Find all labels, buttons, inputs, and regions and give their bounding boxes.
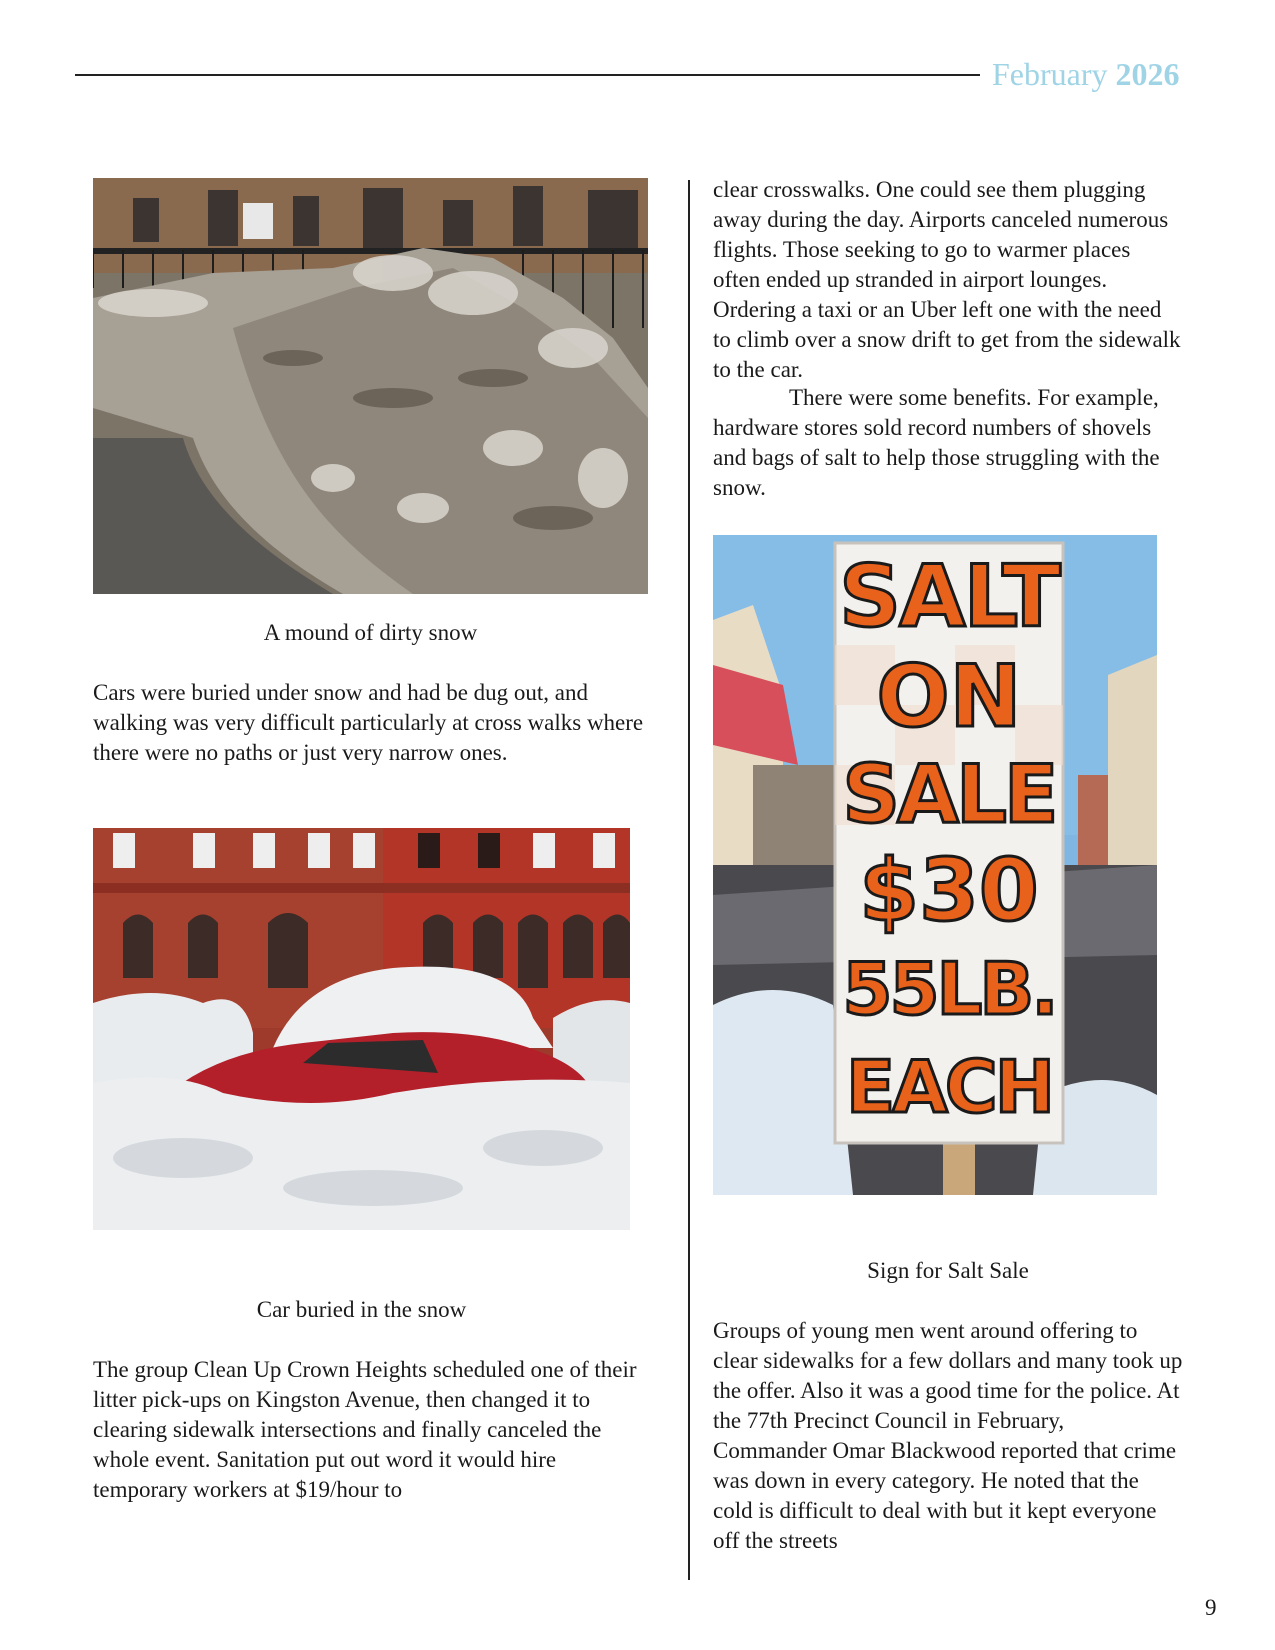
issue-date <box>992 54 1180 94</box>
right-paragraph-1: clear crosswalks. One could see them plugging away during the day. Airports canceled numerous flights. Those seeking to go to warmer places often ended up stranded in airport lounges. Ordering a taxi or an Uber left one with the need to climb over a snow drift to get from the sidewalk to the car. <box>713 177 1181 382</box>
photo-buried-car <box>93 828 630 1230</box>
caption-dirty-snow: A mound of dirty snow <box>263 620 478 645</box>
left-paragraph-1: Cars were buried under snow and had be dug out, and walking was very difficult particularly at cross walks where there were no paths or just very narrow ones. <box>93 680 644 765</box>
issue-year: 2026 <box>1115 56 1180 92</box>
header-rule <box>75 74 980 76</box>
sign-line-4: $30 <box>859 841 1039 941</box>
column-divider <box>688 180 690 1580</box>
right-paragraph-2 <box>713 383 1183 503</box>
sign-line-3: SALE <box>842 748 1056 841</box>
sign-line-1: SALT <box>839 547 1059 647</box>
sign-line-5: 55LB. <box>842 947 1056 1031</box>
salt-sign-text <box>835 543 1063 1143</box>
sign-line-2: ON <box>876 647 1022 747</box>
caption-buried-car: Car buried in the snow <box>256 1297 467 1322</box>
photo-dirty-snow <box>93 178 648 594</box>
right-paragraph-2-text: There were some benefits. For example, hardware stores sold record numbers of shovels and bags of salt to help those struggling with the snow. <box>713 385 1160 500</box>
right-paragraph-3: Groups of young men went around offering to clear sidewalks for a few dollars and many took up the offer. Also it was a good time for the police. At the 77th Precinct Council in February, Commander Omar Blackwood reported that crime was down in every category. He noted that the cold is difficult to deal with but it kept everyone off the streets <box>713 1318 1183 1553</box>
left-paragraph-2: The group Clean Up Crown Heights scheduled one of their litter pick-ups on Kingston Avenue, then changed it to clearing sidewalk intersections and finally canceled the whole event. Sanitation put out word it would hire temporary workers at $19/hour to <box>93 1357 637 1502</box>
caption-salt-sign: Sign for Salt Sale <box>867 1258 1029 1283</box>
sign-line-6: EACH <box>845 1045 1052 1129</box>
issue-month: February <box>992 56 1108 92</box>
photo-salt-sign <box>713 535 1157 1195</box>
page-number: 9 <box>1205 1595 1217 1620</box>
